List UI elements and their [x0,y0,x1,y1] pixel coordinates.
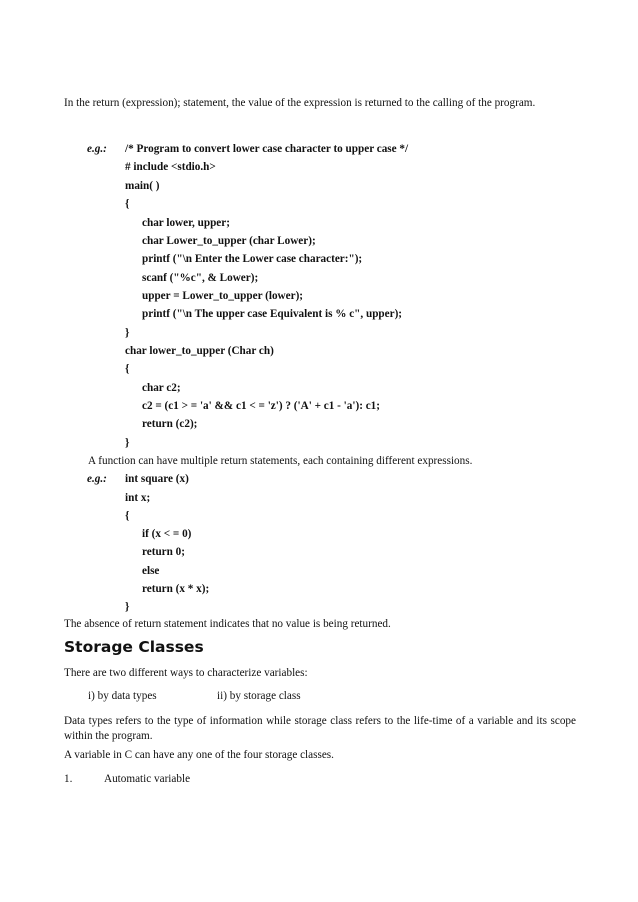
example-marker: e.g.: [87,473,107,485]
code-line: char c2; [142,382,181,394]
code-line: main( ) [125,180,160,192]
datatypes-paragraph: Data types refers to the type of information while storage class refers to the life-time of a variable and its scope within the program. [64,715,576,742]
absence-paragraph: The absence of return statement indicates that no value is being returned. [64,618,391,630]
code-line: /* Program to convert lower case character to upper case */ [125,143,409,155]
section-heading: Storage Classes [64,638,204,656]
list-item-number: 1. [64,773,73,785]
code-line: { [125,510,130,522]
code-line: } [125,327,130,339]
multiple-returns-paragraph: A function can have multiple return statements, each containing different expressions. [88,455,473,467]
code-line: int square (x) [125,473,189,485]
code-line: char lower_to_upper (Char ch) [125,345,274,357]
code-line: else [142,565,160,577]
code-line: return (c2); [142,418,198,430]
code-line: int x; [125,492,151,504]
way-item: i) by data types [88,690,157,702]
code-line: c2 = (c1 > = 'a' && c1 < = 'z') ? ('A' + c1 - 'a'): c1; [142,400,381,412]
code-line: } [125,601,130,613]
code-line: { [125,363,130,375]
code-line: return (x * x); [142,583,210,595]
code-line: if (x < = 0) [142,528,192,540]
code-line: char Lower_to_upper (char Lower); [142,235,316,247]
list-item-text: Automatic variable [104,773,191,785]
four-classes-paragraph: A variable in C can have any one of the four storage classes. [64,749,334,761]
code-line: } [125,437,130,449]
code-line: printf ("\n Enter the Lower case character:"); [142,253,363,265]
code-line: scanf ("%c", & Lower); [142,272,259,284]
example-marker: e.g.: [87,143,107,155]
ways-intro-paragraph: There are two different ways to characterize variables: [64,667,308,679]
code-line: char lower, upper; [142,217,230,229]
code-line: { [125,198,130,210]
way-item: ii) by storage class [217,690,301,702]
code-line: upper = Lower_to_upper (lower); [142,290,304,302]
code-line: return 0; [142,546,185,558]
code-line: # include <stdio.h> [125,161,216,173]
intro-paragraph: In the return (expression); statement, the value of the expression is returned to the calling of the program. [64,97,536,109]
code-line: printf ("\n The upper case Equivalent is % c", upper); [142,308,403,320]
